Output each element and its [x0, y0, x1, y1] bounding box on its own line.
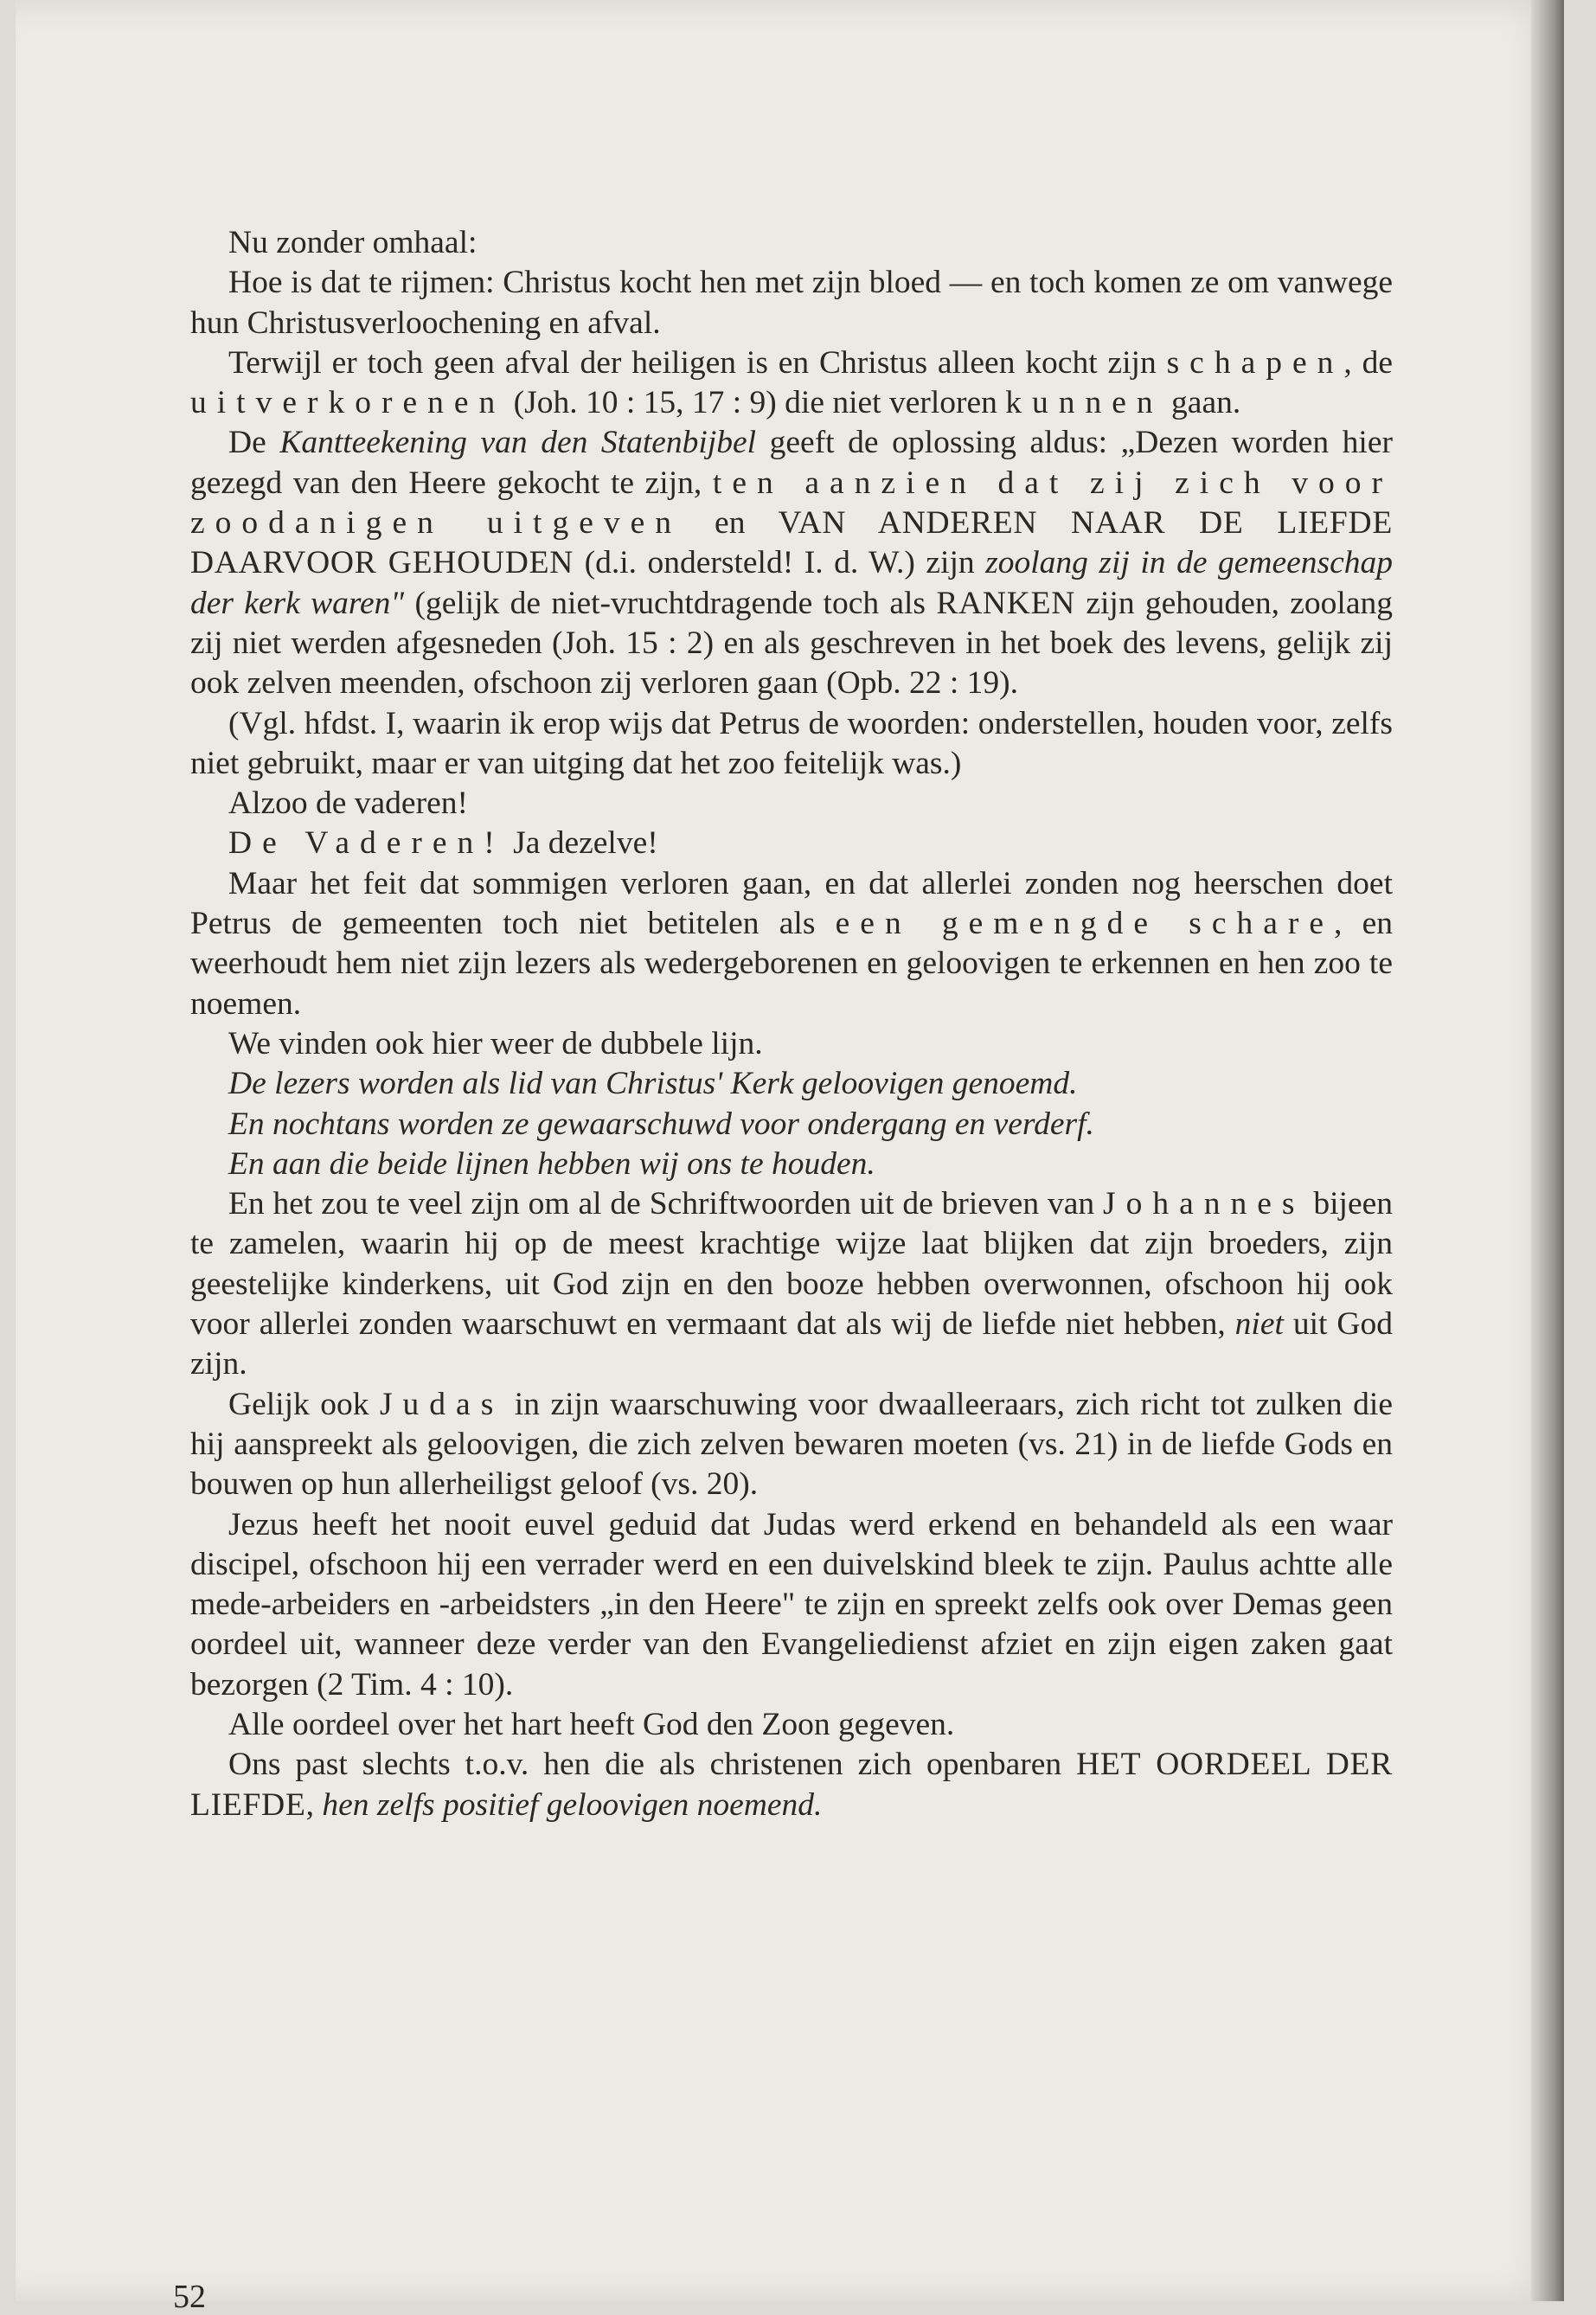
- text-segment: kunnen: [1005, 385, 1163, 421]
- body-text: [190, 223, 1393, 1825]
- text-segment: uitverkorenen: [190, 385, 506, 421]
- paragraph-p16: [190, 1705, 1393, 1745]
- text-segment: schapen: [1166, 344, 1344, 381]
- text-segment: gaan.: [1163, 385, 1241, 421]
- text-segment: De: [228, 425, 280, 461]
- text-segment: (gelijk de niet-vruchtdragende toch als: [404, 585, 937, 621]
- text-segment: De lezers worden als lid van Christus' Kerk geloovigen genoemd.: [228, 1066, 1078, 1102]
- text-segment: Ja dezelve!: [504, 825, 658, 862]
- paragraph-p15: [190, 1505, 1393, 1705]
- text-segment: Nu zonder omhaal:: [228, 225, 478, 260]
- text-segment: Alzoo de vaderen!: [228, 786, 468, 822]
- book-page: [16, 0, 1564, 2315]
- book-spine-shadow: [1531, 0, 1564, 2301]
- text-segment: Hoe is dat te rijmen: Christus kocht hen met zijn bloed — en toch komen ze om vanwege hun Christusverloochening en afval.: [190, 265, 1393, 341]
- text-segment: (Joh. 10 : 15, 17 : 9) die niet verloren: [505, 385, 1006, 421]
- text-segment: zijn gehouden, zoolang zij niet werden afgesneden (Joh. 15 : 2) en als geschreven in het boek des levens, gelijk zij ook zelven meenden, ofschoon zij verloren gaan (Opb. 22 : 19).: [190, 585, 1394, 702]
- paragraph-p7: [190, 824, 1393, 863]
- text-segment: En nochtans worden ze gewaarschuwd voor ondergang en verderf.: [228, 1106, 1094, 1142]
- text-segment: En aan die beide lijnen hebben wij ons te houden.: [228, 1145, 875, 1182]
- paragraph-p13: [190, 1184, 1393, 1384]
- text-segment: ten aanzien dat zij zich voor zoodanigen uitgeven: [190, 465, 1393, 542]
- text-segment: Gelijk ook: [228, 1386, 380, 1422]
- text-segment: een gemengde schare: [835, 906, 1334, 942]
- paragraph-p9: [190, 1024, 1393, 1064]
- text-segment: uit God zijn.: [190, 1306, 1393, 1382]
- paragraph-p1: [190, 223, 1393, 263]
- text-segment: Terwijl er toch geen afval der heiligen is en Christus alleen kocht zijn: [228, 344, 1167, 381]
- text-segment: zoolang zij in de gemeenschap der kerk waren": [190, 545, 1393, 621]
- text-segment: niet: [1234, 1306, 1284, 1343]
- paragraph-p6: [190, 784, 1393, 824]
- paragraph-p17: [190, 1745, 1393, 1825]
- text-segment: geeft de oplossing aldus: „Dezen worden hier gezegd van den Heere gekocht te zijn,: [190, 425, 1393, 501]
- text-segment: , en weerhoudt hem niet zijn lezers als wedergeborenen en geloovigen te erkennen en hen zoo te noemen.: [190, 906, 1393, 1022]
- paragraph-p5: [190, 704, 1393, 785]
- text-segment: Jezus heeft het nooit euvel geduid dat Judas werd erkend en behandeld als een waar discipel, ofschoon hij een verrader werd en een duivelskind bleek te zijn. Paulus achtte alle mede-arbeiders en -arbeidsters „in den Heere" te zijn en spreekt zelfs ook over Demas geen oordeel uit, wanneer deze verder van den Evangeliedienst afziet en zijn eigen zaken gaat bezorgen (2 Tim. 4 : 10).: [190, 1506, 1393, 1703]
- text-segment: hen zelfs positief geloovigen noemend.: [322, 1786, 823, 1823]
- page-number: 52: [173, 2279, 206, 2315]
- text-segment: HET OORDEEL DER LIEFDE: [190, 1747, 1393, 1823]
- text-segment: ,: [305, 1786, 323, 1823]
- text-segment: bijeen te zamelen, waarin hij op de meest krachtige wijze laat blijken dat zijn broeders, zijn geestelijke kinderkens, uit God zijn en den booze hebben overwonnen, ofschoon hij ook voor allerlei zonden waarschuwt en vermaant dat als wij de liefde niet hebben,: [190, 1186, 1393, 1343]
- text-segment: Maar het feit dat sommigen verloren gaan, en dat allerlei zonden nog heerschen doet Petrus de gemeenten toch niet betitelen als: [190, 865, 1393, 942]
- paragraph-p3: [190, 343, 1393, 424]
- paragraph-p14: [190, 1385, 1393, 1505]
- paragraph-p10: [190, 1064, 1393, 1104]
- text-segment: VAN ANDEREN NAAR DE LIEFDE DAARVOOR GEHOUDEN: [190, 505, 1393, 581]
- text-segment: Johannes: [1103, 1186, 1305, 1222]
- text-segment: Ons past slechts t.o.v. hen die als christenen zich openbaren: [228, 1747, 1077, 1783]
- text-segment: De Vaderen!: [228, 825, 505, 862]
- text-segment: en: [682, 505, 779, 542]
- paragraph-p11: [190, 1105, 1393, 1145]
- text-segment: (Vgl. hfdst. I, waarin ik erop wijs dat Petrus de woorden: onderstellen, houden voor, zelfs niet gebruikt, maar er van uitging dat het zoo feitelijk was.): [190, 705, 1393, 781]
- paragraph-p8: [190, 864, 1393, 1024]
- paragraph-p12: [190, 1145, 1393, 1184]
- text-segment: in zijn waarschuwing voor dwaalleeraars, zich richt tot zulken die hij aanspreekt als geloovigen, die zich zelven bewaren moeten (vs. 21) in de liefde Gods en bouwen op hun allerheiligst geloof (vs. 20).: [190, 1386, 1393, 1503]
- text-segment: En het zou te veel zijn om al de Schriftwoorden uit de brieven van: [228, 1186, 1103, 1222]
- text-segment: We vinden ook hier weer de dubbele lijn.: [228, 1025, 763, 1061]
- text-segment: (d.i. ondersteld! I. d. W.) zijn: [574, 545, 986, 581]
- text-segment: Kantteekening van den Statenbijbel: [279, 425, 757, 461]
- paragraph-p4: [190, 423, 1393, 703]
- paragraph-p2: [190, 263, 1393, 343]
- text-segment: , de: [1343, 344, 1393, 381]
- text-segment: Alle oordeel over het hart heeft God den Zoon gegeven.: [228, 1706, 955, 1742]
- text-segment: RANKEN: [936, 585, 1076, 621]
- text-segment: Judas: [379, 1386, 504, 1422]
